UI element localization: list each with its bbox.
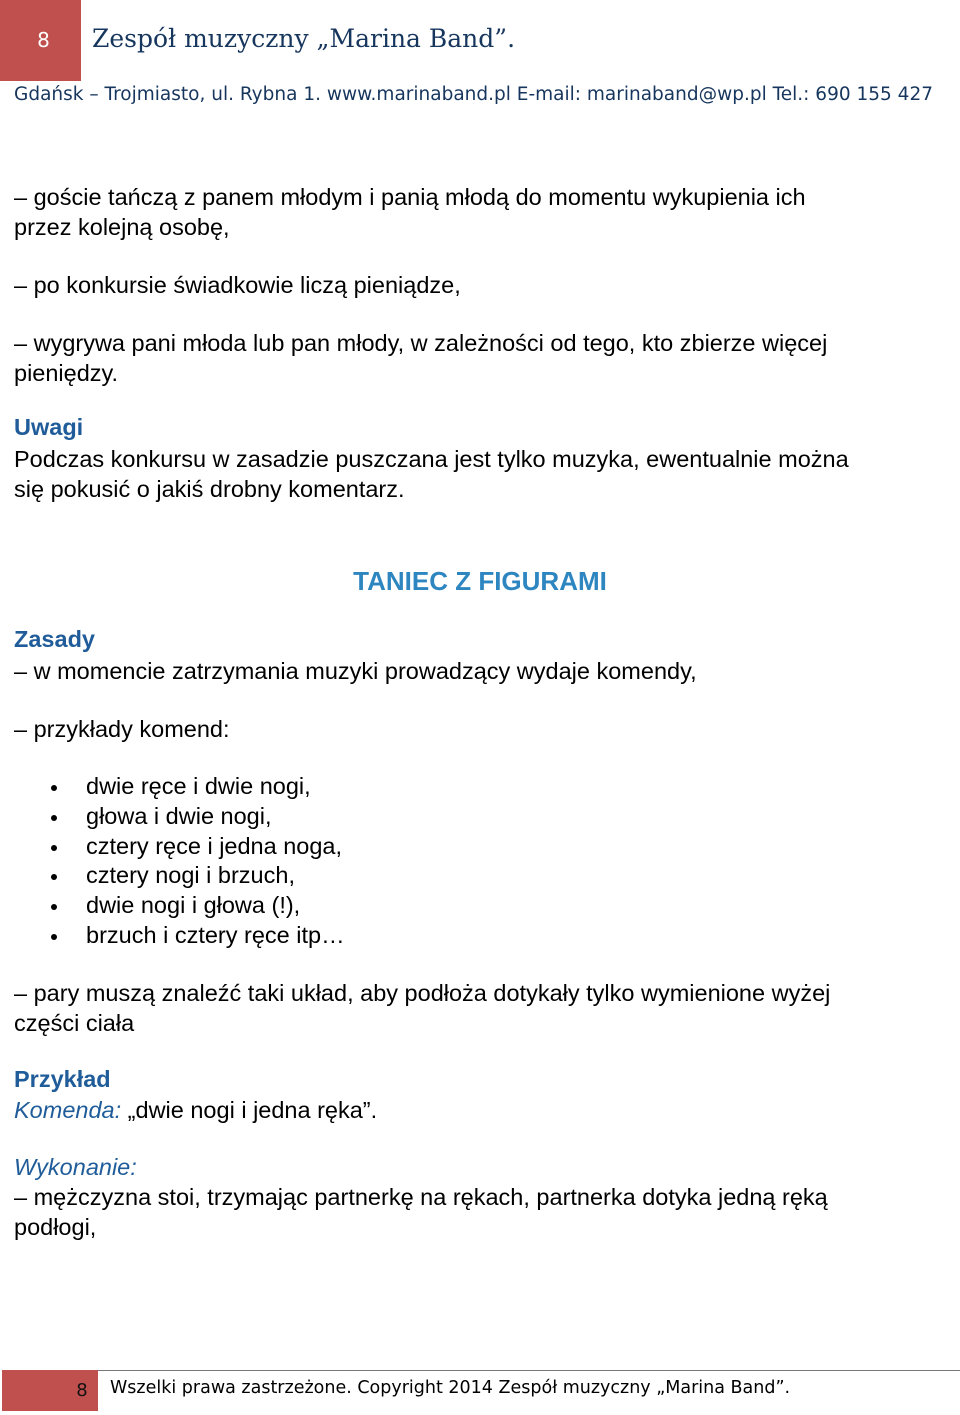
list-item: cztery ręce i jedna noga,: [40, 832, 345, 862]
bullet-icon: [51, 934, 57, 940]
paragraph-line: – goście tańczą z panem młodym i panią młodą do momentu wykupienia ich: [14, 184, 806, 210]
bullet-icon: [51, 815, 57, 821]
zasady-line: – pary muszą znaleźć taki układ, aby podłoża dotykały tylko wymienione wyżej: [14, 980, 831, 1006]
zasady-heading: Zasady: [14, 626, 95, 652]
wykonanie-label: Wykonanie:: [14, 1154, 137, 1180]
wykonanie-line: podłogi,: [14, 1214, 97, 1240]
list-item: brzuch i cztery ręce itp…: [40, 921, 345, 951]
paragraph-line: – wygrywa pani młoda lub pan młody, w zależności od tego, kto zbierze więcej: [14, 330, 828, 356]
header-page-number: 8: [37, 27, 50, 52]
footer-divider: [98, 1370, 960, 1371]
komenda-value: „dwie nogi i jedna ręka”.: [121, 1097, 378, 1123]
header-title: Zespół muzyczny „Marina Band”.: [92, 24, 516, 53]
list-item: cztery nogi i brzuch,: [40, 861, 345, 891]
komenda-label: Komenda:: [14, 1097, 122, 1123]
przyklad-heading: Przykład: [14, 1066, 111, 1092]
list-item: dwie ręce i dwie nogi,: [40, 772, 345, 802]
paragraph-line: – po konkursie świadkowie liczą pieniądze,: [14, 272, 461, 298]
commands-list: [40, 772, 345, 951]
uwagi-heading: Uwagi: [14, 414, 84, 440]
uwagi-line: Podczas konkursu w zasadzie puszczana jest tylko muzyka, ewentualnie można: [14, 446, 849, 472]
komenda-line: [14, 1095, 377, 1125]
zasady-line: – przykłady komend:: [14, 716, 230, 742]
uwagi-line: się pokusić o jakiś drobny komentarz.: [14, 476, 405, 502]
bullet-icon: [51, 785, 57, 791]
bullet-icon: [51, 845, 57, 851]
list-item: głowa i dwie nogi,: [40, 802, 345, 832]
paragraph-line: przez kolejną osobę,: [14, 214, 230, 240]
bullet-icon: [51, 904, 57, 910]
zasady-line: części ciała: [14, 1010, 135, 1036]
section-title: TANIEC Z FIGURAMI: [353, 566, 607, 596]
header-contact-line: Gdańsk – Trojmiasto, ul. Rybna 1. www.marinaband.pl E-mail: marinaband@wp.pl Tel.: 690 155 427: [14, 84, 933, 105]
wykonanie-line: – mężczyzna stoi, trzymając partnerkę na rękach, partnerka dotyka jedną ręką: [14, 1184, 828, 1210]
footer-copyright: Wszelki prawa zastrzeżone. Copyright 2014 Zespół muzyczny „Marina Band”.: [110, 1378, 791, 1398]
list-item: dwie nogi i głowa (!),: [40, 891, 345, 921]
paragraph-line: pieniędzy.: [14, 360, 119, 386]
footer-page-number: 8: [76, 1380, 88, 1401]
bullet-icon: [51, 874, 57, 880]
zasady-line: – w momencie zatrzymania muzyki prowadzący wydaje komendy,: [14, 658, 697, 684]
header-page-number-box: [0, 0, 81, 81]
